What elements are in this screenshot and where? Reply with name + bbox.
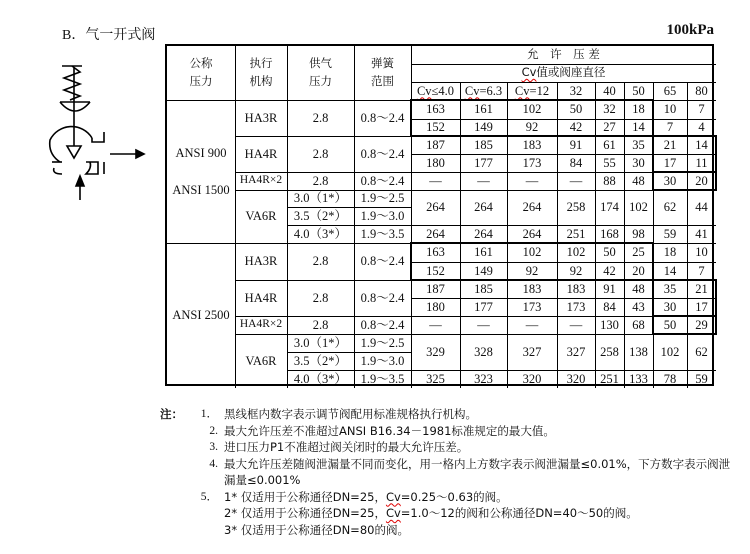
supply-va6r-1: 3.5（2*） [293, 208, 348, 223]
section-title-text: 气一开式阀 [85, 27, 156, 43]
value-cell: 180 [426, 299, 445, 314]
value-cell: 14 [632, 120, 645, 134]
value-cell: 264 [426, 226, 445, 241]
supply-ha4r-x2: 2.8 [312, 317, 329, 332]
note-item-2 [160, 423, 730, 440]
supply-va6r-2: 4.0（3*） [293, 371, 348, 386]
value-cell: 42 [569, 120, 583, 134]
value-cell: 258 [566, 200, 586, 214]
value-cell: 251 [566, 226, 586, 241]
grid-line [653, 82, 654, 100]
grid-line [557, 100, 558, 243]
value-cell: 325 [426, 371, 445, 386]
value-cell: 14 [663, 263, 677, 278]
grid-line [167, 100, 716, 101]
pressure-class-1: ANSI 2500 [172, 308, 230, 322]
unit-label: 100kPa [666, 22, 714, 38]
value-cell: 102 [566, 245, 586, 259]
column-header-5: 50 [632, 83, 645, 98]
value-cell: 68 [632, 317, 645, 332]
value-cell: 42 [603, 263, 616, 278]
actuator-ha3r: HA3R [244, 110, 278, 125]
value-cell: 320 [522, 371, 542, 386]
value-cell: — [477, 317, 490, 332]
value-cell: 30 [663, 173, 677, 188]
value-cell: 10 [695, 245, 708, 259]
value-cell: 130 [600, 317, 619, 332]
value-cell: 21 [695, 281, 708, 296]
grid-line [287, 100, 288, 243]
grid-line [653, 243, 654, 388]
value-cell: 183 [522, 137, 542, 152]
grid-line [235, 100, 236, 243]
note-item-7 [160, 522, 730, 539]
grid-line [411, 154, 716, 155]
grid-line [235, 243, 236, 388]
value-cell: 55 [603, 155, 616, 170]
supply-va6r-0: 3.0（1*） [293, 191, 348, 205]
value-cell: 35 [632, 137, 645, 152]
grid-line [235, 316, 716, 317]
grid-line [235, 190, 716, 191]
value-cell: 329 [426, 344, 445, 359]
actuator-ha3r: HA3R [244, 254, 278, 268]
grid-line [687, 243, 688, 388]
grid-line [507, 243, 508, 388]
column-header-7: 80 [695, 83, 708, 98]
value-cell: 62 [663, 200, 677, 214]
note-lead [160, 522, 198, 539]
grid-line [287, 370, 716, 371]
value-cell: 327 [566, 344, 586, 359]
spring-va6r-2: 1.9～3.5 [360, 371, 405, 386]
value-cell: 92 [525, 120, 539, 134]
value-cell: 20 [695, 173, 708, 188]
grid-line [354, 46, 355, 100]
value-cell: 183 [522, 281, 542, 296]
value-cell: 91 [569, 137, 583, 152]
value-cell: 138 [629, 344, 648, 359]
grid-line [653, 100, 654, 243]
grid-line [411, 100, 412, 243]
value-cell: 50 [663, 317, 677, 332]
grid-line [507, 100, 508, 243]
value-cell: 84 [603, 299, 616, 314]
value-cell: 168 [600, 226, 619, 241]
grid-line [235, 172, 716, 173]
value-cell: — [477, 173, 490, 188]
grid-line [411, 46, 412, 100]
grid-line [624, 82, 625, 100]
value-cell: 180 [426, 155, 445, 170]
grid-line [411, 64, 716, 65]
value-cell: 62 [695, 344, 708, 359]
grid-line [354, 100, 355, 243]
grid-line [624, 100, 625, 243]
value-cell: 30 [663, 299, 677, 314]
value-cell: 78 [663, 371, 677, 386]
value-cell: 187 [426, 281, 445, 296]
value-cell: 7 [698, 263, 705, 278]
value-cell: 328 [474, 344, 493, 359]
grid-line [167, 243, 716, 244]
grid-line [460, 243, 461, 388]
column-header-3: 32 [569, 83, 583, 98]
value-cell: 14 [695, 137, 708, 152]
value-cell: 41 [695, 226, 708, 241]
section-title [62, 24, 155, 44]
header-spring-range: 弹簧 范围 [371, 56, 394, 88]
spring-ha4r: 0.8～2.4 [360, 290, 405, 305]
value-cell: 102 [660, 344, 680, 359]
grid-line [460, 82, 461, 100]
note-number: 2. [209, 424, 218, 437]
value-cell: 177 [474, 155, 493, 170]
column-header-4: 40 [603, 83, 616, 98]
value-cell: 173 [566, 299, 586, 314]
grid-line [595, 82, 596, 100]
value-cell: 187 [426, 137, 445, 152]
value-cell: 152 [426, 120, 445, 134]
supply-ha4r: 2.8 [312, 290, 329, 305]
grid-line [235, 280, 716, 281]
value-cell: 133 [629, 371, 648, 386]
value-cell: 102 [522, 102, 542, 116]
value-cell: 264 [474, 200, 493, 214]
value-cell: 177 [474, 299, 493, 314]
value-cell: 185 [474, 281, 493, 296]
value-cell: 327 [522, 344, 542, 359]
value-cell: 21 [663, 137, 677, 152]
value-cell: 264 [522, 200, 542, 214]
value-cell: 29 [695, 317, 708, 332]
grid-line [287, 352, 411, 353]
value-cell: 25 [632, 245, 645, 259]
value-cell: 92 [569, 263, 583, 278]
value-cell: 174 [600, 200, 619, 214]
value-cell: 17 [663, 155, 677, 170]
supply-ha3r: 2.8 [312, 110, 329, 125]
spring-ha3r: 0.8～2.4 [360, 110, 405, 125]
value-cell: 20 [632, 263, 645, 278]
note-lead [160, 456, 198, 473]
value-cell: 48 [632, 173, 645, 188]
value-cell: — [429, 317, 442, 332]
value-cell: — [429, 173, 442, 188]
note-number: 4. [209, 457, 218, 470]
value-cell: 27 [603, 120, 616, 134]
value-cell: 18 [632, 102, 645, 116]
supply-va6r-2: 4.0（3*） [293, 226, 348, 241]
value-cell: 50 [569, 102, 583, 116]
note-lead [160, 505, 198, 522]
spring-va6r-0: 1.9～2.5 [360, 335, 405, 350]
value-cell: 183 [566, 281, 586, 296]
value-cell: 32 [603, 102, 616, 116]
grid-line [354, 243, 355, 388]
supply-ha4r: 2.8 [312, 146, 329, 161]
value-cell: 264 [474, 226, 493, 241]
note-text: 3* 仅适用于公称通径DN=80的阀。 [224, 522, 409, 537]
grid-line [287, 46, 288, 100]
grid-line [507, 82, 508, 100]
note-lead [160, 439, 198, 456]
note-item-4-continued: 漏量≤0.001% [224, 473, 301, 487]
value-cell: 91 [603, 281, 616, 296]
grid-line [411, 119, 716, 120]
note-number [198, 522, 224, 539]
value-cell: 323 [474, 371, 493, 386]
actuator-va6r: VA6R [245, 209, 277, 223]
value-cell: — [525, 173, 539, 188]
grid-line [235, 46, 236, 100]
grid-line [460, 100, 461, 243]
grid-line [411, 82, 716, 83]
grid-line [624, 243, 625, 388]
value-cell: 98 [632, 226, 645, 241]
grid-line [595, 243, 596, 388]
spring-ha4r-x2: 0.8～2.4 [360, 173, 405, 188]
header-nominal-pressure: 公称 压力 [189, 56, 213, 88]
column-header-0: Cv ≤4.0 [416, 83, 455, 98]
note-text: 进口压力P1不准超过阀关闭时的最大允许压差。 [224, 440, 469, 454]
value-cell: 7 [666, 120, 674, 134]
notes-section [160, 406, 730, 538]
note-item-3 [160, 439, 730, 456]
supply-ha3r: 2.8 [312, 254, 329, 268]
spring-ha4r-x2: 0.8～2.4 [360, 317, 405, 332]
value-cell: 50 [603, 245, 616, 259]
value-cell: 163 [426, 245, 445, 259]
note-number: 1． [200, 408, 218, 420]
value-cell: 59 [663, 226, 677, 241]
value-cell: 163 [426, 102, 445, 116]
note-text: 黑线框内数字表示调节阀配用标准规格执行机构。 [224, 407, 477, 421]
grid-line [411, 243, 412, 388]
note-number [198, 505, 224, 522]
grid-line [287, 225, 716, 226]
grid-line [687, 82, 688, 100]
value-cell: 10 [663, 102, 677, 116]
value-cell: 18 [663, 245, 677, 259]
value-cell: 102 [522, 245, 542, 259]
value-cell: 92 [525, 263, 539, 278]
value-cell: 48 [632, 281, 645, 296]
air-to-open-valve-symbol-icon [40, 62, 150, 202]
note-text: 最大允许压差不准超过ANSI B16.34－1981标准规定的最大值。 [224, 423, 555, 438]
value-cell: 4 [698, 120, 705, 134]
spring-va6r-1: 1.9～3.0 [360, 208, 405, 223]
header-cv-or-seat: Cv 值或阀座直径 [521, 65, 606, 80]
note-text: 2* 仅适用于公称通径DN=25，Cv=1.0～12的阀和公称通径DN=40～50的阀。 [224, 506, 638, 520]
value-cell: 152 [426, 263, 445, 278]
header-allowable-pressure-diff: 允 许 压 差 [527, 47, 600, 62]
spring-va6r-0: 1.9～2.5 [360, 191, 405, 205]
value-cell: 59 [695, 371, 708, 386]
value-cell: — [525, 317, 539, 332]
value-cell: 88 [603, 173, 616, 188]
value-cell: 320 [566, 371, 586, 386]
note-lead [160, 489, 198, 506]
column-header-6: 65 [663, 83, 677, 98]
header-actuator: 执行 机构 [249, 56, 273, 88]
section-letter: B． [62, 28, 86, 43]
note-number: 5． [200, 490, 218, 503]
value-cell: — [569, 317, 583, 332]
note-text: 1* 仅适用于公称通径DN=25，Cv=0.25～0.63的阀。 [224, 489, 508, 504]
value-cell: 149 [474, 263, 493, 278]
grid-line [557, 243, 558, 388]
value-cell: 30 [632, 155, 645, 170]
value-cell: 185 [474, 137, 493, 152]
note-lead: 注： [160, 407, 183, 421]
value-cell: 7 [698, 102, 705, 116]
value-cell: 173 [522, 299, 542, 314]
spring-ha4r: 0.8～2.4 [360, 146, 405, 161]
value-cell: 149 [474, 120, 493, 134]
value-cell: 35 [663, 281, 677, 296]
spring-va6r-2: 1.9～3.5 [360, 226, 405, 241]
value-cell: 161 [474, 245, 493, 259]
grid-line [287, 243, 288, 388]
spring-ha3r: 0.8～2.4 [360, 254, 405, 268]
grid-line [595, 100, 596, 243]
note-text: 最大允许压差随阀泄漏量不同而变化，用一格内上方数字表示阀泄漏量≤0.01%，下方数字表示阀泄 [224, 456, 731, 471]
value-cell: 11 [695, 155, 708, 170]
grid-line [235, 334, 716, 335]
grid-line [287, 207, 411, 208]
note-item-6 [160, 505, 730, 522]
value-cell: 264 [426, 200, 445, 214]
value-cell: 43 [632, 299, 645, 314]
pressure-class-0: ANSI 900 ANSI 1500 [172, 145, 230, 197]
supply-ha4r-x2: 2.8 [312, 173, 329, 188]
grid-line [557, 82, 558, 100]
allowable-pressure-table [165, 44, 714, 386]
value-cell: 44 [695, 200, 708, 214]
grid-line [411, 262, 716, 263]
note-number: 3. [209, 441, 218, 453]
note-item-5 [160, 489, 730, 506]
value-cell: 251 [600, 371, 619, 386]
spring-va6r-1: 1.9～3.0 [360, 353, 405, 368]
grid-line [687, 100, 688, 243]
note-item-4 [160, 456, 730, 473]
actuator-ha4r-x2: HA4R×2 [239, 318, 283, 331]
value-cell: 61 [603, 137, 616, 152]
value-cell: 258 [600, 344, 619, 359]
column-header-2: Cv =12 [514, 83, 550, 98]
value-cell: 102 [629, 200, 648, 214]
value-cell: 17 [695, 299, 708, 314]
actuator-ha4r: HA4R [244, 290, 278, 305]
value-cell: 161 [474, 102, 493, 116]
header-supply-pressure: 供气 压力 [309, 56, 332, 88]
column-header-1: Cv =6.3 [464, 83, 503, 98]
value-cell: — [569, 173, 583, 188]
note-lead [160, 423, 198, 440]
actuator-ha4r: HA4R [244, 146, 278, 161]
supply-va6r-0: 3.0（1*） [293, 335, 348, 350]
supply-va6r-1: 3.5（2*） [293, 353, 348, 368]
value-cell: 173 [522, 155, 542, 170]
note-item-1 [160, 406, 730, 423]
value-cell: 264 [522, 226, 542, 241]
actuator-va6r: VA6R [245, 353, 277, 368]
actuator-ha4r-x2: HA4R×2 [239, 174, 283, 187]
grid-line [235, 136, 716, 137]
grid-line [411, 298, 716, 299]
value-cell: 84 [569, 155, 583, 170]
